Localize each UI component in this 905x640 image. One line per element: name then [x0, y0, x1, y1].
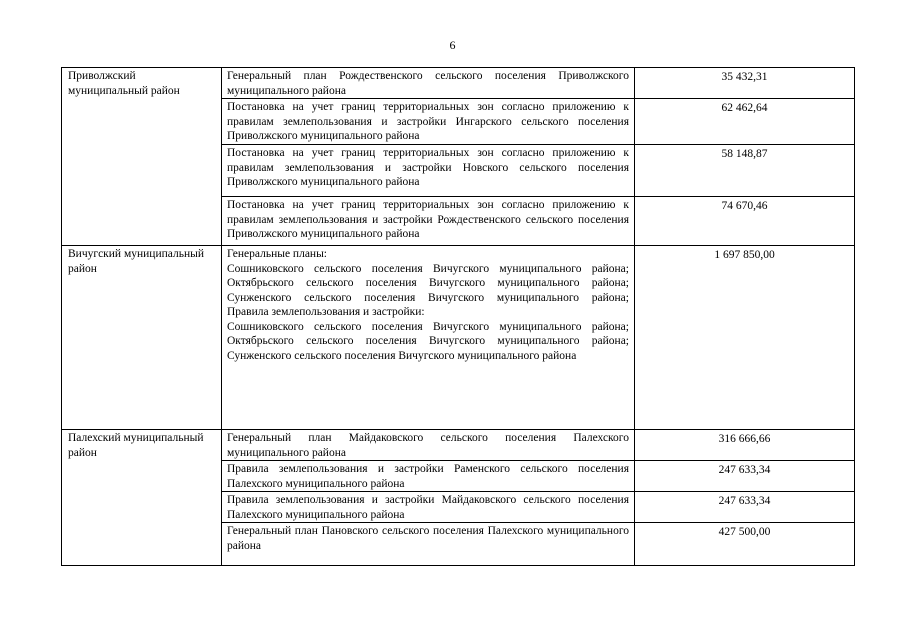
description-line: Правила землепользования и застройки:: [227, 306, 425, 318]
amount-cell: 247 633,34: [635, 492, 855, 523]
description-line: Сунженского сельского поселения Вичугского муниципального района: [227, 349, 577, 362]
description-line: Октябрьского сельского поселения Вичугского муниципального района;: [227, 335, 629, 347]
description-cell: [222, 246, 635, 430]
district-cell: Приволжский муниципальный район: [62, 68, 222, 246]
district-cell: Вичугский муниципальный район: [62, 246, 222, 430]
table-row: [62, 68, 855, 99]
description-cell: Генеральный план Пановского сельского поселения Палехского муниципального района: [222, 523, 635, 566]
description-cell: Генеральный план Рождественского сельского поселения Приволжского муниципального района: [222, 68, 635, 99]
description-line: Сунженского сельского поселения Вичугского муниципального района;: [227, 291, 629, 304]
amount-cell: 247 633,34: [635, 461, 855, 492]
amount-cell: 35 432,31: [635, 68, 855, 99]
amount-cell: 58 148,87: [635, 145, 855, 197]
description-line: Сошниковского сельского поселения Вичугского муниципального района;: [227, 262, 629, 275]
table-row: [62, 246, 855, 430]
amount-cell: 427 500,00: [635, 523, 855, 566]
table-row: [62, 430, 855, 461]
description-cell: Постановка на учет границ территориальных зон согласно приложению к правилам землепользования и застройки Новского сельского поселения Приволжского муниципального района: [222, 145, 635, 197]
district-cell: Палехский муниципальный район: [62, 430, 222, 566]
description-line: Октябрьского сельского поселения Вичугского муниципального района;: [227, 277, 629, 289]
amount-cell: 74 670,46: [635, 197, 855, 246]
amount-cell: 1 697 850,00: [635, 246, 855, 430]
description-line: Сошниковского сельского поселения Вичугского муниципального района;: [227, 320, 629, 333]
description-line: Генеральные планы:: [227, 248, 328, 260]
amount-cell: 62 462,64: [635, 99, 855, 145]
description-cell: Постановка на учет границ территориальных зон согласно приложению к правилам землепользования и застройки Рождественского сельского поселения Приволжского муниципального района: [222, 197, 635, 246]
description-cell: Правила землепользования и застройки Раменского сельского поселения Палехского муниципального района: [222, 461, 635, 492]
page-number: 6: [449, 38, 456, 52]
description-cell: Правила землепользования и застройки Майдаковского сельского поселения Палехского муниципального района: [222, 492, 635, 523]
amount-cell: 316 666,66: [635, 430, 855, 461]
description-cell: Постановка на учет границ территориальных зон согласно приложению к правилам землепользования и застройки Ингарского сельского поселения Приволжского муниципального района: [222, 99, 635, 145]
funding-table: [61, 67, 855, 566]
description-cell: Генеральный план Майдаковского сельского поселения Палехского муниципального района: [222, 430, 635, 461]
